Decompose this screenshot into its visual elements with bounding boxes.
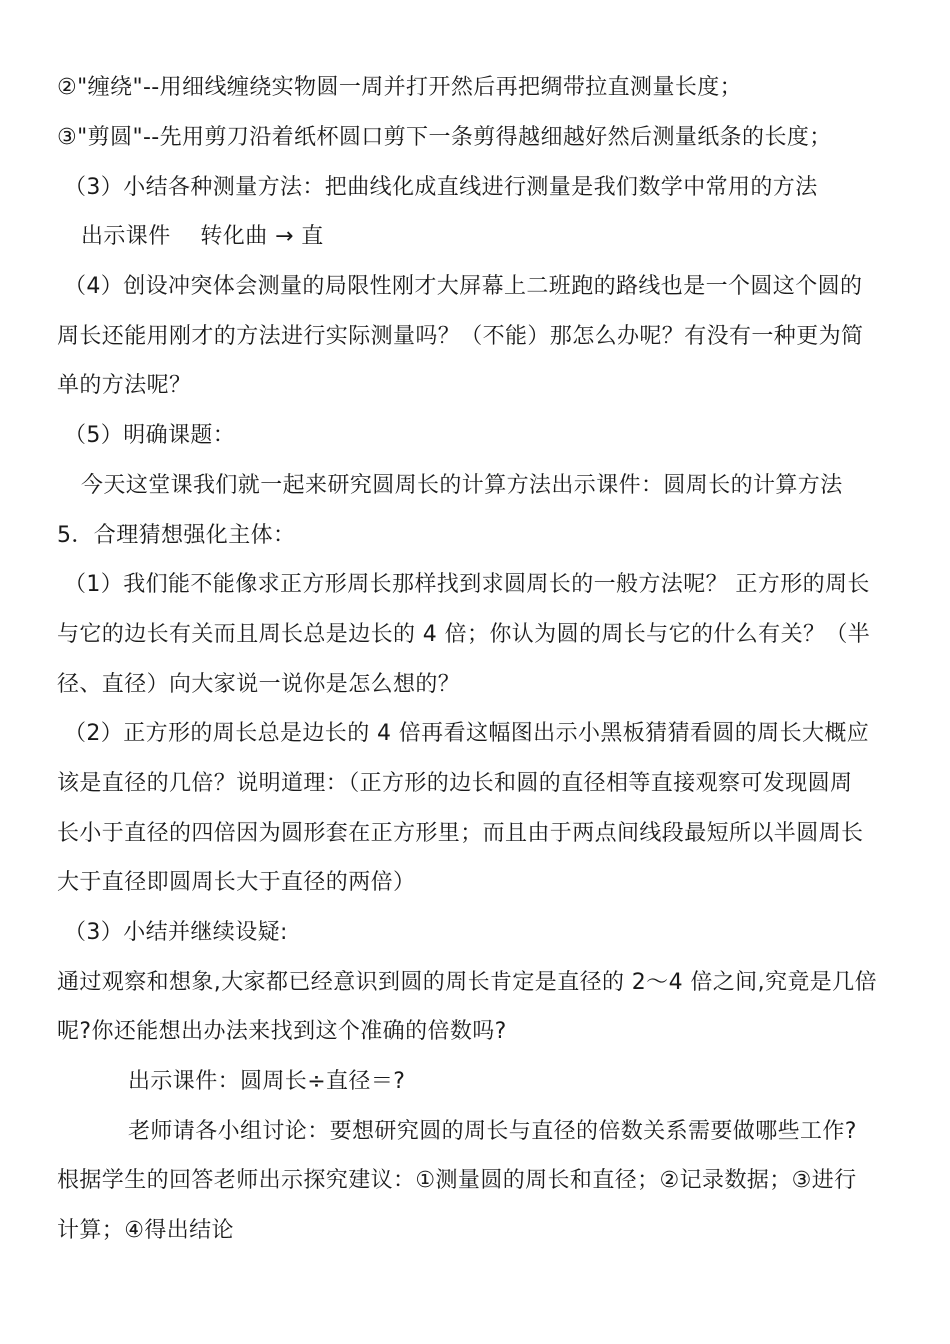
- text-line-9: 今天这堂课我们就一起来研究圆周长的计算方法出示课件：圆周长的计算方法: [81, 473, 843, 498]
- text-line-24: 计算；④得出结论: [57, 1218, 234, 1243]
- text-line-19: 通过观察和想象,大家都已经意识到圆的周长肯定是直径的 2～4 倍之间,究竟是几倍: [57, 970, 877, 995]
- text-line-20: 呢?你还能想出办法来找到这个准确的倍数吗?: [57, 1019, 507, 1044]
- text-line-17: 大于直径即圆周长大于直径的两倍）: [57, 870, 416, 895]
- text-line-2: ③"剪圆"--先用剪刀沿着纸杯圆口剪下一条剪得越细越好然后测量纸条的长度；: [57, 125, 832, 150]
- text-line-21: 出示课件：圆周长÷直径＝?: [128, 1069, 406, 1094]
- section-heading: 5．合理猜想强化主体：: [57, 523, 296, 548]
- text-line-12: 与它的边长有关而且周长总是边长的 4 倍；你认为圆的周长与它的什么有关？（半: [57, 622, 871, 647]
- text-line-4: 出示课件 转化曲 → 直: [81, 224, 324, 249]
- text-line-15: 该是直径的几倍？说明道理：（正方形的边长和圆的直径相等直接观察可发现圆周: [57, 771, 853, 796]
- text-line-7: 单的方法呢？: [57, 373, 192, 398]
- text-line-1: ②"缠绕"--用细线缠绕实物圆一周并打开然后再把绸带拉直测量长度；: [57, 75, 743, 100]
- text-line-16: 长小于直径的四倍因为圆形套在正方形里；而且由于两点间线段最短所以半圆周长: [57, 821, 864, 846]
- text-line-14: （2）正方形的周长总是边长的 4 倍再看这幅图出示小黑板猜猜看圆的周长大概应: [64, 721, 870, 746]
- text-line-23: 根据学生的回答老师出示探究建议：①测量圆的周长和直径；②记录数据；③进行: [57, 1168, 857, 1193]
- text-line-5: （4）创设冲突体会测量的局限性刚才大屏幕上二班跑的路线也是一个圆这个圆的: [64, 274, 863, 299]
- text-line-22: 老师请各小组讨论：要想研究圆的周长与直径的倍数关系需要做哪些工作?: [128, 1119, 857, 1144]
- text-line-3: （3）小结各种测量方法：把曲线化成直线进行测量是我们数学中常用的方法: [64, 175, 818, 200]
- text-line-6: 周长还能用刚才的方法进行实际测量吗？（不能）那怎么办呢？有没有一种更为简: [57, 324, 864, 349]
- text-line-8: （5）明确课题：: [64, 423, 236, 448]
- text-line-11: （1）我们能不能像求正方形周长那样找到求圆周长的一般方法呢？ 正方形的周长: [64, 572, 870, 597]
- text-line-18: （3）小结并继续设疑:: [64, 920, 288, 945]
- text-line-13: 径、直径）向大家说一说你是怎么想的？: [57, 672, 461, 697]
